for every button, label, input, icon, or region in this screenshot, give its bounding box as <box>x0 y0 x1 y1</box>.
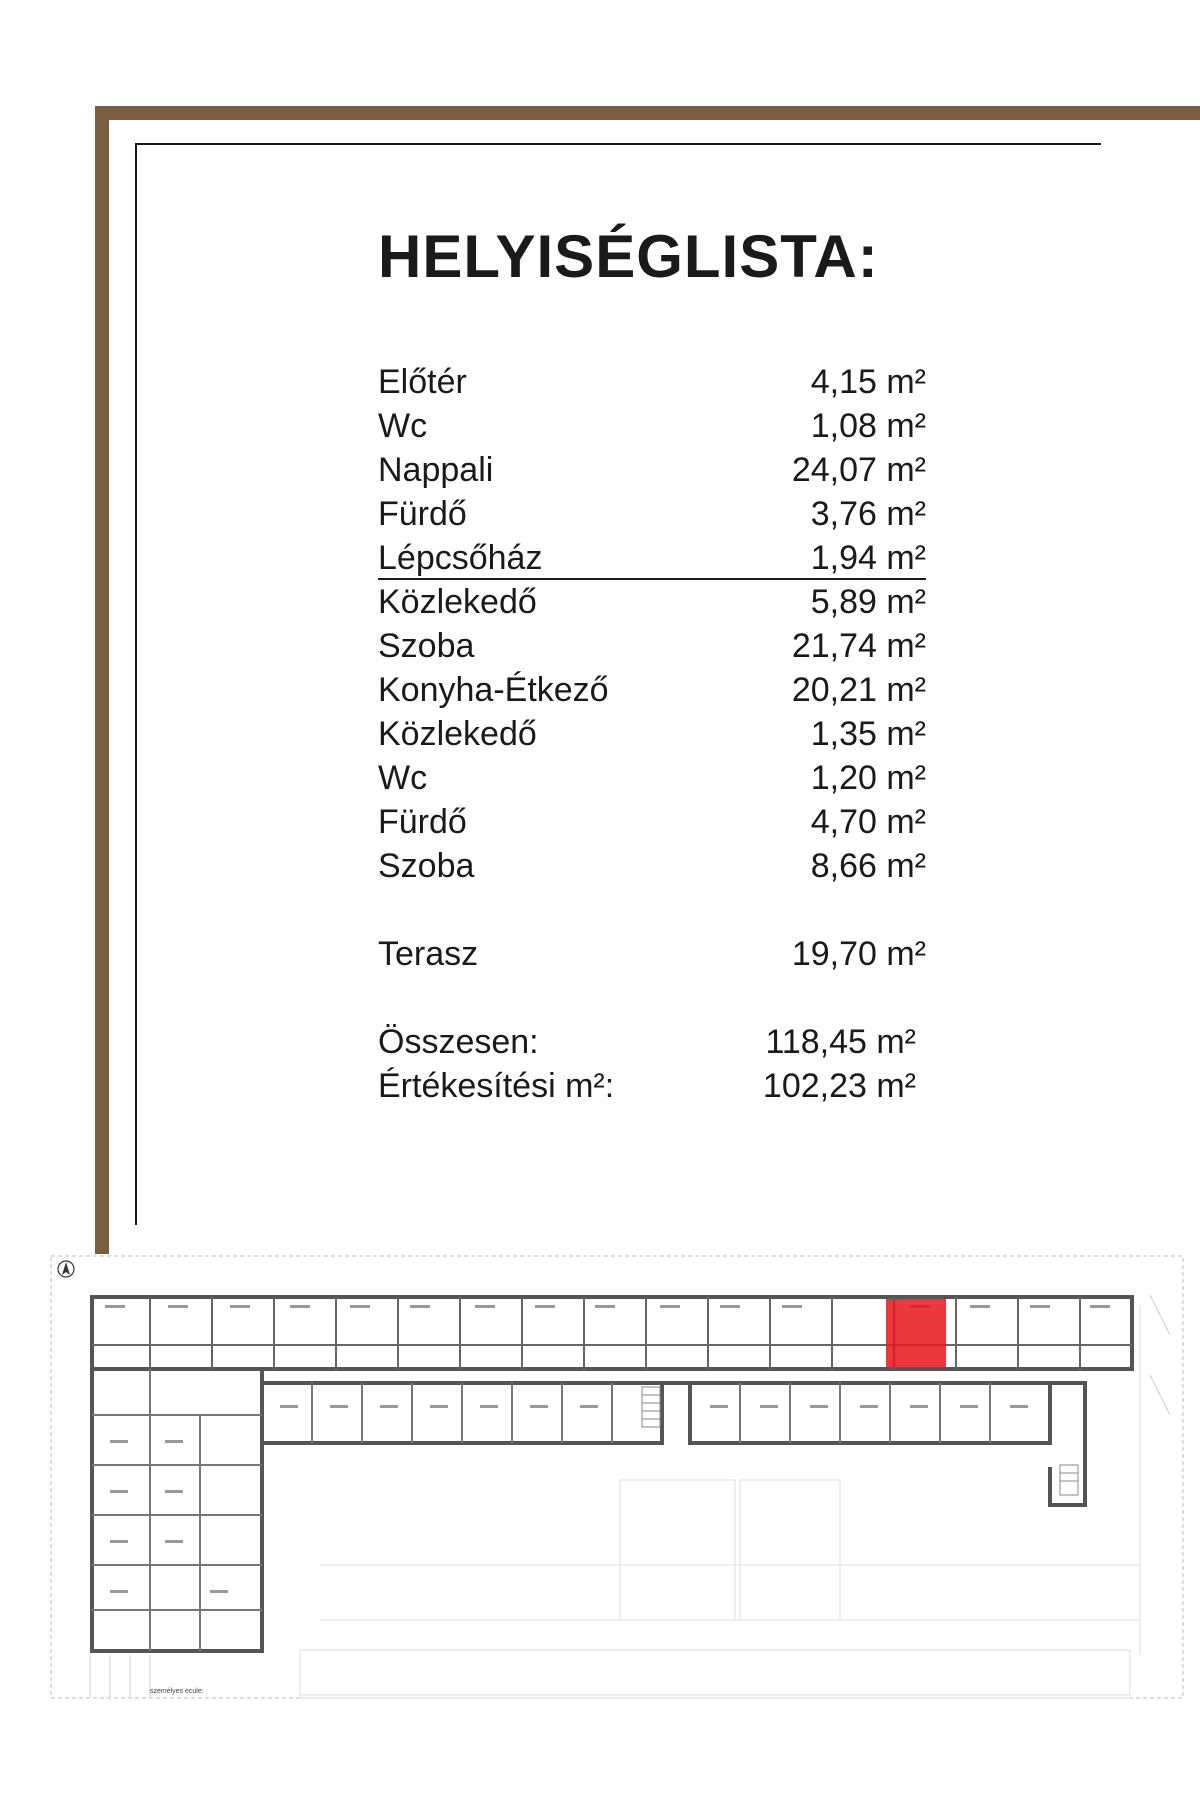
room-list <box>378 360 926 1108</box>
room-row <box>378 624 926 668</box>
room-row <box>378 756 926 800</box>
frame-inner-top-line <box>135 143 1101 145</box>
room-area: 1,08 m² <box>810 407 926 445</box>
room-name: Wc <box>378 759 428 797</box>
sales-label: Értékesítési m²: <box>378 1067 615 1105</box>
highlighted-apartment <box>886 1299 946 1367</box>
room-area: 4,70 m² <box>810 803 926 841</box>
room-row <box>378 492 926 536</box>
room-name: Nappali <box>378 451 494 489</box>
room-name: Lépcsőház <box>378 539 543 577</box>
room-row <box>378 404 926 448</box>
room-row <box>378 800 926 844</box>
room-row <box>378 668 926 712</box>
frame-top-bar <box>95 106 1200 120</box>
room-area: 20,21 m² <box>791 671 926 709</box>
room-row <box>378 448 926 492</box>
room-name: Konyha-Étkező <box>378 671 609 709</box>
room-row <box>378 712 926 756</box>
terrace-row <box>378 932 926 976</box>
room-area: 5,89 m² <box>810 583 926 621</box>
spacer <box>378 888 926 932</box>
room-name: Szoba <box>378 627 475 665</box>
room-row <box>378 844 926 888</box>
total-label: Összesen: <box>378 1023 539 1061</box>
room-row <box>378 536 926 580</box>
room-row <box>378 360 926 404</box>
total-row <box>378 1020 926 1064</box>
room-name: Fürdő <box>378 495 467 533</box>
room-area: 1,35 m² <box>810 715 926 753</box>
room-name: Fürdő <box>378 803 467 841</box>
room-area: 21,74 m² <box>791 627 926 665</box>
frame-left-bar <box>95 106 109 1254</box>
room-area: 1,94 m² <box>810 539 926 577</box>
floor-plan <box>50 1255 1185 1700</box>
room-area: 8,66 m² <box>810 847 926 885</box>
room-name: Előtér <box>378 363 467 401</box>
entrance-label: személyes ecule: <box>150 1688 204 1695</box>
room-name: Szoba <box>378 847 475 885</box>
room-name: Közlekedő <box>378 583 537 621</box>
sales-row <box>378 1064 926 1108</box>
room-area: 1,20 m² <box>810 759 926 797</box>
total-area: 118,45 m² <box>765 1023 916 1061</box>
room-area: 4,15 m² <box>810 363 926 401</box>
room-name: Közlekedő <box>378 715 537 753</box>
room-name: Wc <box>378 407 428 445</box>
room-area: 3,76 m² <box>810 495 926 533</box>
room-area: 24,07 m² <box>791 451 926 489</box>
room-row <box>378 580 926 624</box>
terrace-name: Terasz <box>378 935 479 973</box>
sales-area: 102,23 m² <box>762 1067 916 1105</box>
north-arrow-icon <box>58 1261 74 1277</box>
spacer <box>378 976 926 1020</box>
frame-inner-left-line <box>135 143 137 1225</box>
terrace-area: 19,70 m² <box>791 935 926 973</box>
page-title: HELYISÉGLISTA: <box>378 223 879 290</box>
